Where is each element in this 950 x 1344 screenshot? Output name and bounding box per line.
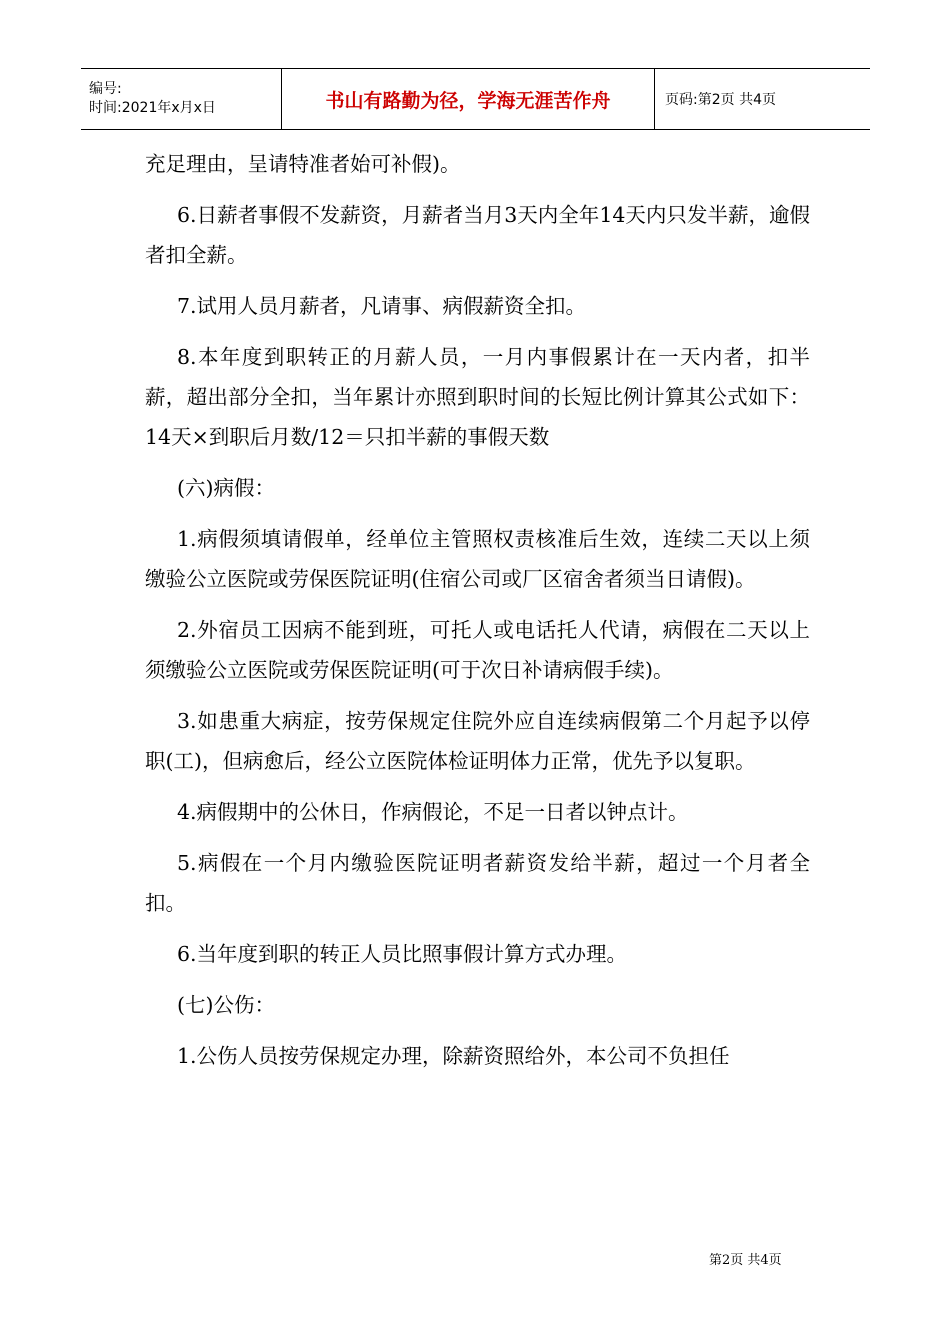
header-motto bbox=[282, 69, 655, 129]
paragraph: 充足理由，呈请特准者始可补假)。 bbox=[145, 152, 461, 176]
page-footer: 第2页 共4页 bbox=[709, 1253, 782, 1268]
section-heading: (七)公伤： bbox=[177, 993, 275, 1017]
number-label: 编号: bbox=[89, 81, 122, 97]
paragraph: 6.日薪者事假不发薪资，月薪者当月3天内全年14天内只发半薪，逾假者扣全薪。 bbox=[145, 203, 810, 267]
document-body bbox=[145, 144, 810, 1087]
date-label: 时间:2021年x月x日 bbox=[89, 100, 216, 116]
paragraph: 4.病假期中的公休日，作病假论，不足一日者以钟点计。 bbox=[177, 800, 689, 824]
paragraph: 8.本年度到职转正的月薪人员，一月内事假累计在一天内者，扣半薪，超出部分全扣，当年累计亦照到职时间的长短比例计算其公式如下：14天×到职后月数/12＝只扣半薪的事假天数 bbox=[145, 345, 810, 449]
paragraph: 1.病假须填请假单，经单位主管照权责核准后生效，连续二天以上须缴验公立医院或劳保医院证明(住宿公司或厂区宿舍者须当日请假)。 bbox=[145, 527, 810, 591]
section-heading: (六)病假： bbox=[177, 476, 275, 500]
paragraph: 2.外宿员工因病不能到班，可托人或电话托人代请，病假在二天以上须缴验公立医院或劳保医院证明(可于次日补请病假手续)。 bbox=[145, 618, 810, 682]
paragraph: 3.如患重大病症，按劳保规定住院外应自连续病假第二个月起予以停职(工)，但病愈后，经公立医院体检证明体力正常，优先予以复职。 bbox=[145, 709, 810, 773]
page-label: 页码:第2页 共4页 bbox=[665, 92, 776, 108]
paragraph: 5.病假在一个月内缴验医院证明者薪资发给半薪，超过一个月者全扣。 bbox=[145, 851, 810, 915]
paragraph: 7.试用人员月薪者，凡请事、病假薪资全扣。 bbox=[177, 294, 587, 318]
motto-text: 书山有路勤为径，学海无涯苦作舟 bbox=[325, 89, 611, 112]
page-header bbox=[81, 68, 870, 130]
paragraph: 6.当年度到职的转正人员比照事假计算方式办理。 bbox=[177, 942, 628, 966]
paragraph: 1.公伤人员按劳保规定办理，除薪资照给外，本公司不负担任 bbox=[177, 1044, 730, 1068]
header-meta bbox=[81, 69, 282, 129]
header-page bbox=[655, 69, 870, 129]
